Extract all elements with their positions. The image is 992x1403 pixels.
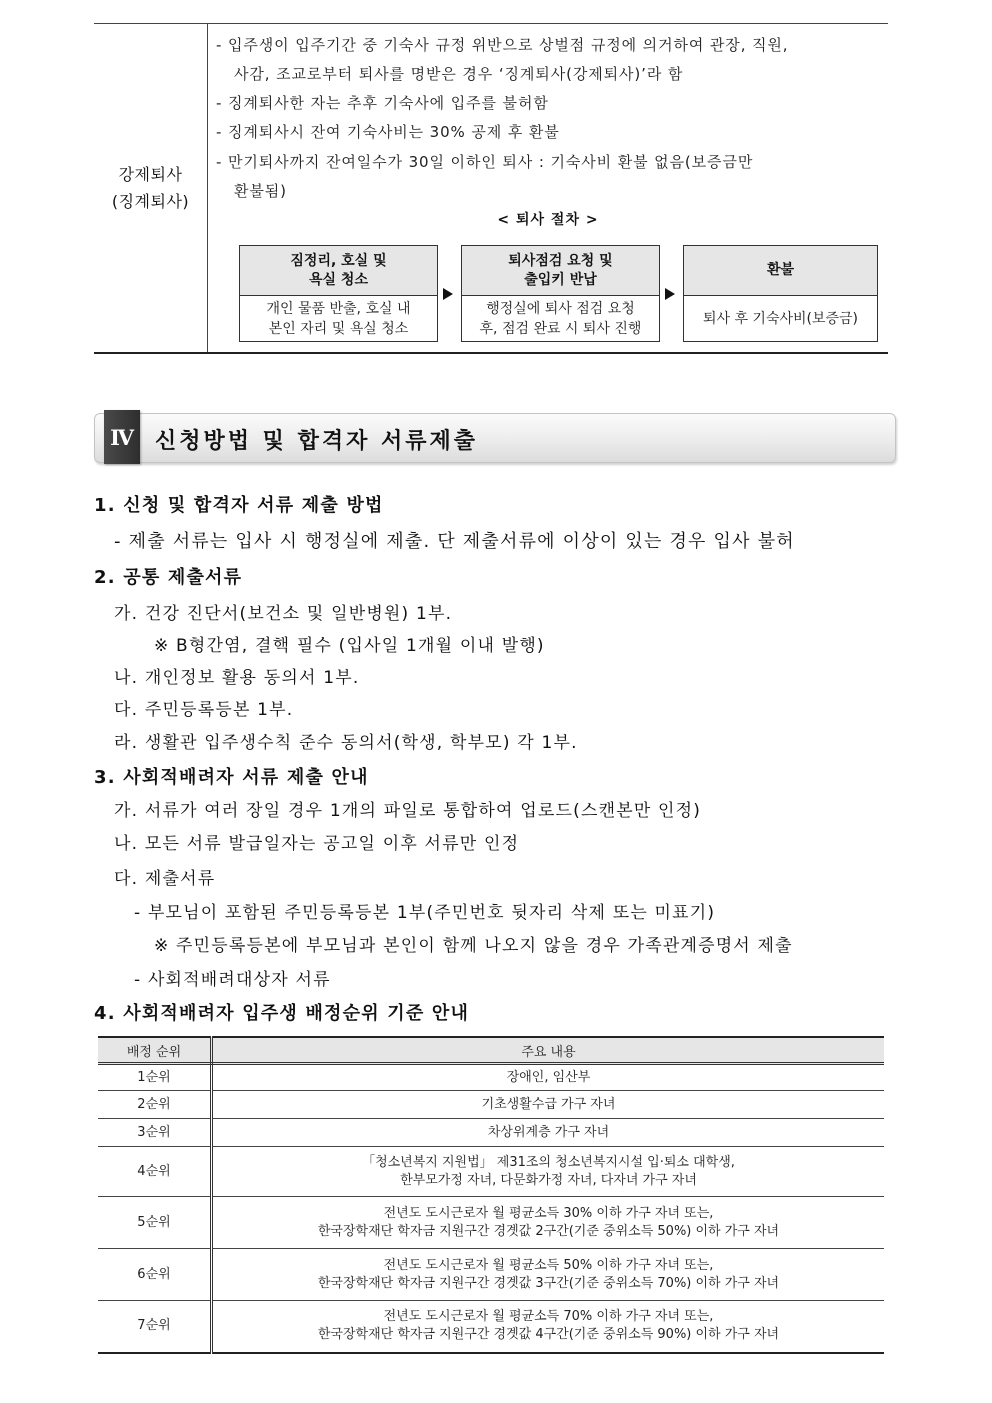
rank-cell: 3순위	[98, 1119, 212, 1147]
rank-cell: 1순위	[98, 1064, 212, 1091]
table-row	[98, 1091, 884, 1119]
rank-cell: 2순위	[98, 1091, 212, 1119]
rule-line: - 입주생이 입주기간 중 기숙사 규정 위반으로 상벌점 규정에 의거하여 관장, 직원,	[216, 36, 789, 54]
arrow-right-icon	[665, 288, 675, 300]
step-heading-line: 짐정리, 호실 및	[290, 252, 387, 269]
heading-4: 4. 사회적배려자 입주생 배정순위 기준 안내	[94, 1003, 470, 1024]
dismissal-type-sublabel: (징계퇴사)	[111, 192, 190, 211]
content-line: 한국장학재단 학자금 지원구간 경곗값 3구간(기준 중위소득 70%) 이하 가구 자녀	[317, 1275, 780, 1291]
list-note: ※ 주민등록등본에 부모님과 본인이 함께 나오지 않을 경우 가족관계증명서 제출	[154, 936, 793, 956]
content-cell	[212, 1119, 885, 1147]
step-description	[462, 296, 659, 342]
list-item: 다. 주민등록등본 1부.	[114, 700, 294, 720]
list-item: 가. 건강 진단서(보건소 및 일반병원) 1부.	[114, 604, 453, 624]
rule-line: - 만기퇴사까지 잔여일수가 30일 이하인 퇴사 : 기숙사비 환불 없음(보증금만	[216, 153, 754, 171]
table-row	[98, 1119, 884, 1147]
step-heading-line: 퇴사점검 요청 및	[508, 252, 613, 269]
rule-line: - 징계퇴사한 자는 추후 기숙사에 입주를 불허함	[216, 94, 549, 112]
arrow-right-icon	[443, 288, 453, 300]
step-description	[684, 296, 877, 342]
step-description-line: 행정실에 퇴사 점검 요청	[486, 301, 635, 317]
content-line: 기초생활수급 가구 자녀	[481, 1096, 616, 1112]
heading-1: 1. 신청 및 합격자 서류 제출 방법	[94, 495, 384, 516]
step-description-line: 후, 점검 완료 시 퇴사 진행	[479, 321, 642, 337]
rank-cell: 6순위	[98, 1249, 212, 1301]
table-row	[98, 1197, 884, 1249]
content-cell	[212, 1249, 885, 1301]
content-line: 전년도 도시근로자 월 평균소득 30% 이하 가구 자녀 또는,	[383, 1205, 714, 1221]
rank-cell: 5순위	[98, 1197, 212, 1249]
content-line: 전년도 도시근로자 월 평균소득 70% 이하 가구 자녀 또는,	[383, 1309, 714, 1325]
list-item: - 부모님이 포함된 주민등록등본 1부(주민번호 뒷자리 삭제 또는 미표기)	[134, 903, 716, 923]
section-header	[94, 413, 896, 463]
content-cell	[212, 1147, 885, 1197]
content-line: 한국장학재단 학자금 지원구간 경곗값 4구간(기준 중위소득 90%) 이하 가구 자녀	[317, 1327, 780, 1343]
step-description	[240, 296, 437, 342]
rule-line: 환불됨)	[234, 182, 287, 200]
content-cell	[212, 1091, 885, 1119]
rank-table	[98, 1036, 884, 1354]
table-row	[98, 1147, 884, 1197]
table-row	[98, 1064, 884, 1091]
step-heading	[240, 246, 437, 296]
content-cell	[212, 1197, 885, 1249]
content-cell	[212, 1064, 885, 1091]
list-item: 가. 서류가 여러 장일 경우 1개의 파일로 통합하여 업로드(스캔본만 인정)	[114, 801, 702, 821]
procedure-title: < 퇴사 절차 >	[497, 212, 599, 228]
dismissal-table	[94, 23, 888, 354]
rule-line: 사감, 조교로부터 퇴사를 명받은 경우 ‘징계퇴사(강제퇴사)’라 함	[234, 65, 684, 83]
content-cell	[212, 1301, 885, 1353]
step-description-line: 퇴사 후 기숙사비(보증금)	[702, 311, 859, 327]
dismissal-type-cell	[94, 24, 208, 352]
list-note: ※ B형간염, 결핵 필수 (입사일 1개월 이내 발행)	[154, 636, 545, 656]
dismissal-type-label: 강제퇴사	[118, 165, 183, 184]
list-item: - 사회적배려대상자 서류	[134, 970, 331, 990]
content-line: 전년도 도시근로자 월 평균소득 50% 이하 가구 자녀 또는,	[383, 1257, 714, 1273]
procedure-step-2	[461, 245, 660, 342]
list-item: 다. 제출서류	[114, 869, 216, 889]
rank-cell: 4순위	[98, 1147, 212, 1197]
section-title: 신청방법 및 합격자 서류제출	[155, 429, 479, 454]
step-heading	[684, 246, 877, 296]
rule-line: - 징계퇴사시 잔여 기숙사비는 30% 공제 후 환불	[216, 123, 560, 141]
table-header-row	[98, 1037, 884, 1064]
step-heading-line: 환불	[766, 262, 795, 278]
procedure-step-3	[683, 245, 878, 342]
content-line: 장애인, 임산부	[506, 1069, 591, 1085]
table-row	[98, 1249, 884, 1301]
list-item: 나. 모든 서류 발급일자는 공고일 이후 서류만 인정	[114, 834, 520, 854]
list-item: - 제출 서류는 입사 시 행정실에 제출. 단 제출서류에 이상이 있는 경우 입사 불허	[114, 531, 795, 552]
step-description-line: 개인 물품 반출, 호실 내	[266, 301, 411, 317]
content-line: 한부모가정 자녀, 다문화가정 자녀, 다자녀 가구 자녀	[400, 1172, 697, 1188]
step-heading-line: 욕실 청소	[309, 271, 368, 288]
column-header: 주요 내용	[212, 1037, 885, 1064]
content-line: 차상위계층 가구 자녀	[487, 1124, 610, 1140]
table-row	[98, 1301, 884, 1353]
content-line: 한국장학재단 학자금 지원구간 경곗값 2구간(기준 중위소득 50%) 이하 가구 자녀	[317, 1223, 780, 1239]
step-heading	[462, 246, 659, 296]
rank-cell: 7순위	[98, 1301, 212, 1353]
list-item: 나. 개인정보 활용 동의서 1부.	[114, 668, 360, 688]
section-number: Ⅳ	[104, 410, 140, 464]
dismissal-rules-cell	[208, 24, 888, 352]
step-heading-line: 출입키 반납	[524, 271, 597, 288]
heading-3: 3. 사회적배려자 서류 제출 안내	[94, 767, 369, 788]
column-header: 배정 순위	[98, 1037, 212, 1064]
procedure-step-1	[239, 245, 438, 342]
list-item: 라. 생활관 입주생수칙 준수 동의서(학생, 학부모) 각 1부.	[114, 733, 578, 753]
heading-2: 2. 공통 제출서류	[94, 567, 243, 588]
step-description-line: 본인 자리 및 욕실 청소	[268, 321, 409, 337]
content-line: 「청소년복지 지원법」 제31조의 청소년복지시설 입·퇴소 대학생,	[362, 1154, 735, 1170]
